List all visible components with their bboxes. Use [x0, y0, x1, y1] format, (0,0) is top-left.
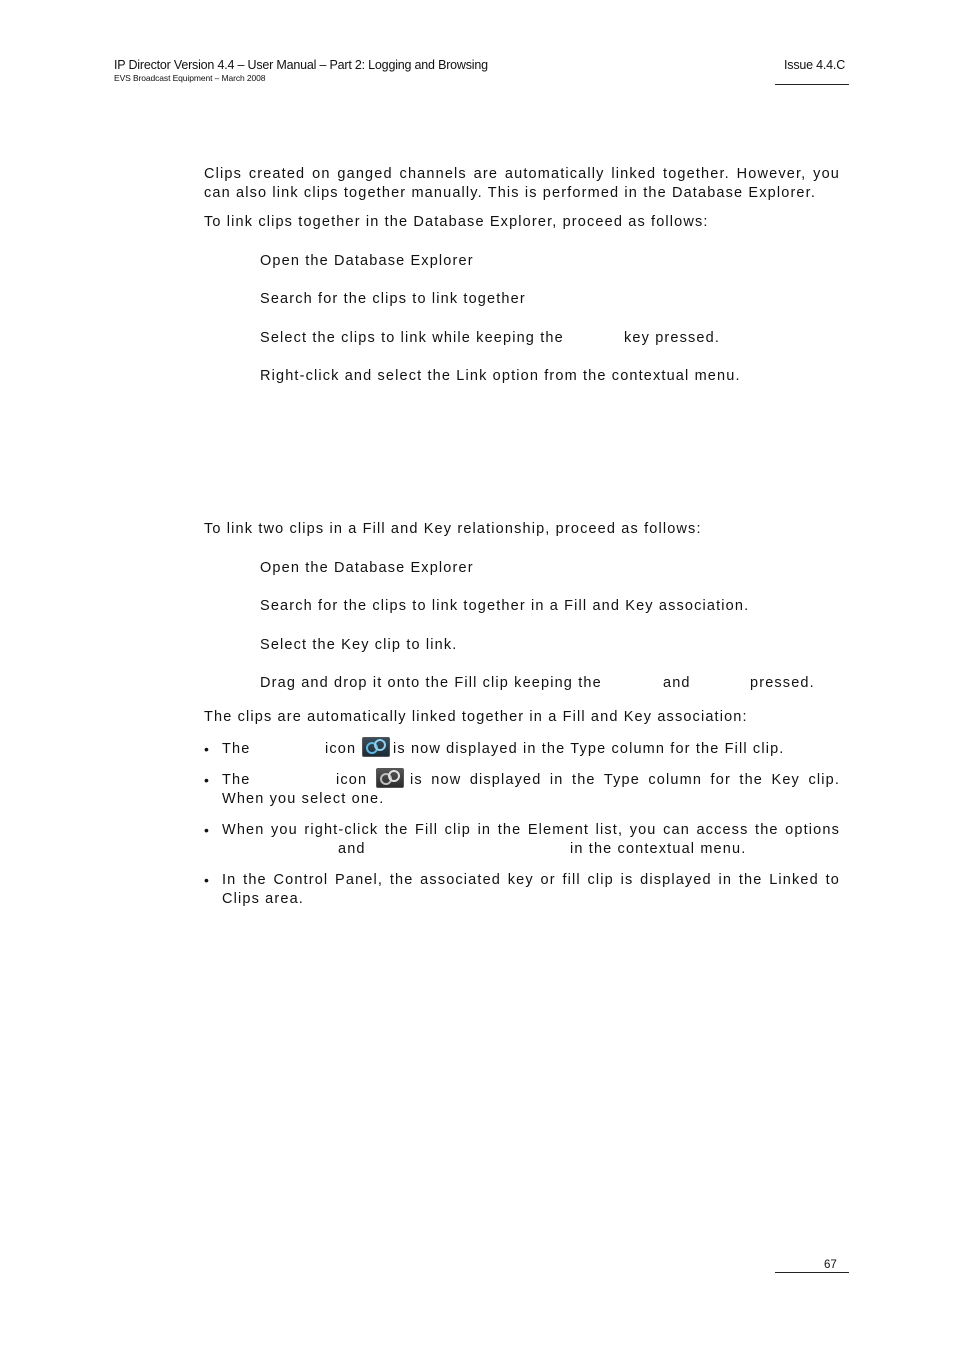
step-2-1: Open the Database Explorer	[260, 560, 474, 576]
bullet-marker: •	[204, 741, 209, 757]
document-title: IP Director Version 4.4 – User Manual – Part 2: Logging and Browsing	[114, 58, 488, 72]
step-1-1: Open the Database Explorer	[260, 253, 474, 269]
intro-line-1: Clips created on ganged channels are automatically linked together. However, you	[204, 166, 840, 182]
bullet-2-rest: is now displayed in the Type column for the Key clip.	[410, 772, 840, 788]
bullet-3-and: and	[338, 841, 366, 857]
bullet-marker: •	[204, 822, 209, 838]
step-1-3: Select the clips to link while keeping the	[260, 330, 564, 346]
document-subtitle: EVS Broadcast Equipment – March 2008	[114, 73, 266, 83]
bullet-marker: •	[204, 772, 209, 788]
step-2-3: Select the Key clip to link.	[260, 637, 458, 653]
bullet-1-rest: is now displayed in the Type column for the Fill clip.	[393, 741, 785, 757]
result-text: The clips are automatically linked together in a Fill and Key association:	[204, 709, 748, 725]
step-2-2: Search for the clips to link together in a Fill and Key association.	[260, 598, 750, 614]
bullet-3-tail: in the contextual menu.	[570, 841, 747, 857]
step-2-4: Drag and drop it onto the Fill clip keeping the	[260, 675, 602, 691]
procedure-lead-2: To link two clips in a Fill and Key relationship, proceed as follows:	[204, 521, 702, 537]
step-2-4-and: and	[663, 675, 691, 691]
step-1-3-tail: key pressed.	[624, 330, 721, 346]
step-1-4: Right-click and select the Link option from the contextual menu.	[260, 368, 741, 384]
bullet-1-the: The	[222, 741, 251, 757]
issue-label: Issue 4.4.C	[784, 58, 846, 72]
bullet-4-line-2: Clips area.	[222, 891, 304, 907]
procedure-lead-1: To link clips together in the Database Explorer, proceed as follows:	[204, 214, 709, 230]
bullet-2-the: The	[222, 772, 251, 788]
bullet-marker: •	[204, 872, 209, 888]
bullet-3-line-1: When you right-click the Fill clip in the Element list, you can access the options	[222, 822, 840, 838]
header-rule	[775, 84, 849, 85]
intro-line-2: can also link clips together manually. This is performed in the Database Explorer.	[204, 185, 816, 201]
bullet-2-line-2: When you select one.	[222, 791, 385, 807]
step-2-4-tail: pressed.	[750, 675, 815, 691]
bullet-4-line-1: In the Control Panel, the associated key or fill clip is displayed in the Linked to	[222, 872, 840, 888]
footer-rule	[775, 1272, 849, 1273]
bullet-2-icon-word: icon	[336, 772, 368, 788]
fill-link-icon	[362, 737, 390, 757]
bullet-1-icon-word: icon	[325, 741, 357, 757]
page-number: 67	[824, 1259, 837, 1271]
key-link-icon	[376, 768, 404, 788]
step-1-2: Search for the clips to link together	[260, 291, 526, 307]
